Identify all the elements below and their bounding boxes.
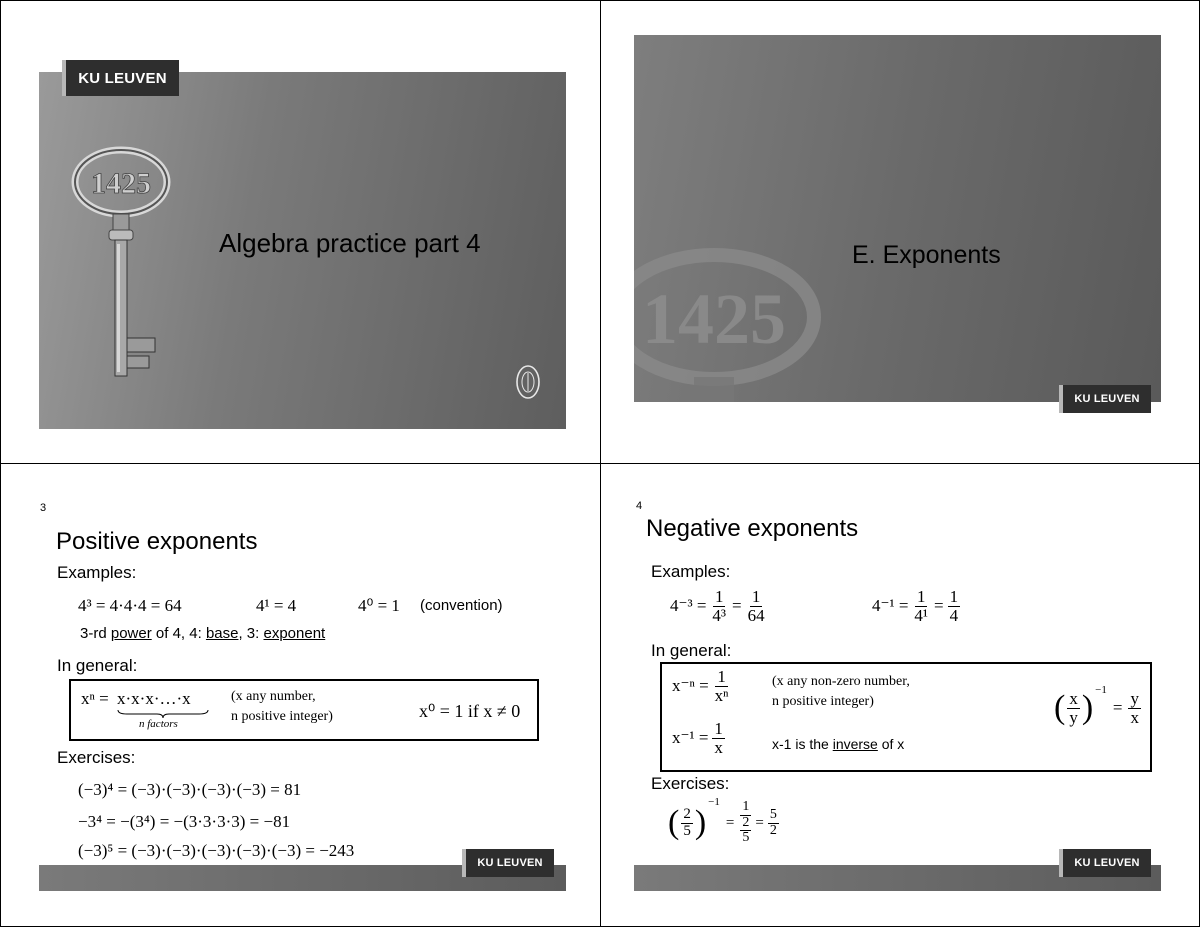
exercise-line: −3⁴ = −(3⁴) = −(3·3·3·3) = −81 (78, 812, 291, 831)
terminology-line (80, 625, 325, 642)
examples-label: Examples: (57, 563, 137, 582)
brand-logo-slide-1: KU LEUVEN (62, 60, 179, 96)
definition-1 (672, 668, 731, 705)
convention-note: (convention) (420, 597, 503, 614)
key-number: 1425 (91, 167, 151, 200)
term-exponent: exponent (263, 625, 326, 642)
slide-4-number: 4 (636, 500, 643, 512)
inverse-note: x-1 is the inverse of x (772, 736, 905, 752)
definition-lhs: xⁿ = (81, 689, 109, 708)
key-watermark-icon (634, 245, 834, 402)
definition-note-2: n positive integer) (772, 694, 874, 709)
exercise-reciprocal: ( $\frac{2}{5}$ ) $^{-1}$ = 1 2 5 = $\frac{5}{2}$ (668, 796, 777, 846)
definition-note-1: (x any number, (231, 689, 316, 704)
definition-product: x·x·x·…·x (117, 689, 191, 708)
reciprocal-rule: ( $\frac{x}{y}$ ) $^{-1}$ = $\frac{y}{x}$ (1054, 684, 1139, 727)
slide-2-title: E. Exponents (852, 241, 1001, 269)
slide-1-title: Algebra practice part 4 (219, 228, 481, 258)
example-2-fraction-a: $\frac{1}{\text{4¹}}$ (914, 587, 929, 625)
example-power-1: 4¹ = 4 (256, 596, 297, 615)
definition-note-1: (x any non-zero number, (772, 674, 910, 689)
general-label: In general: (651, 641, 732, 660)
terms-mid-2: , 3: (238, 625, 260, 642)
examples-label: Examples: (651, 562, 731, 581)
slide-1 (39, 72, 566, 429)
key-watermark-number: 1425 (642, 279, 786, 359)
university-seal-icon (515, 364, 541, 400)
definition-2-fraction: $\frac{1}{x}$ (714, 719, 723, 757)
definition-note-2: n positive integer) (231, 709, 333, 724)
exercise-inner-fraction: $\frac{2}{5}$ (683, 805, 691, 839)
definition-box (660, 662, 1152, 772)
horizontal-divider (0, 463, 1200, 464)
term-power: power (110, 625, 152, 642)
negative-example-2: 4⁻¹ = $\frac{1}{\text{4¹}}$ = $\frac{1}{4}$ (872, 587, 959, 625)
definition-zero-rule: x⁰ = 1 if x ≠ 0 (419, 701, 521, 721)
brand-logo-slide-3: KU LEUVEN (462, 849, 554, 877)
definition-box (69, 679, 539, 741)
slide-3-title: Positive exponents (56, 528, 258, 555)
example-power-0: 4⁰ = 1 (358, 596, 400, 615)
slide-3-number: 3 (40, 502, 47, 514)
example-1-fraction-b: $\frac{1}{64}$ (747, 587, 765, 625)
exercise-line: (−3)⁴ = (−3)·(−3)·(−3)·(−3) = 81 (78, 780, 302, 799)
definition-2 (672, 720, 725, 757)
exercise-complex-fraction: 1 2 5 (742, 799, 750, 846)
negative-example-1: 4⁻³ = $\frac{1}{\text{4³}}$ = $\frac{1}{64}$ (670, 587, 765, 625)
definition-1-lhs: x⁻ⁿ = (672, 676, 709, 696)
general-label: In general: (57, 656, 138, 675)
slide-2 (634, 35, 1161, 402)
definition-factors: n factors (139, 718, 178, 730)
key-icon (71, 144, 171, 384)
example-2-lhs: 4⁻¹ = (872, 596, 909, 616)
exercise-line: (−3)⁵ = (−3)·(−3)·(−3)·(−3)·(−3) = −243 (78, 841, 355, 860)
rule-inner-fraction: $\frac{x}{y}$ (1069, 689, 1078, 727)
exercises-label: Exercises: (651, 774, 730, 793)
slide-4-title: Negative exponents (646, 515, 859, 542)
terms-prefix: 3-rd (80, 625, 107, 642)
terms-mid-1: of 4, 4: (155, 625, 202, 642)
example-1-fraction-a: $\frac{1}{\text{4³}}$ (712, 587, 727, 625)
term-inverse: inverse (832, 736, 878, 752)
example-2-fraction-b: $\frac{1}{4}$ (949, 587, 959, 625)
term-base: base (205, 625, 239, 642)
definition-1-fraction: $\frac{1}{\text{xⁿ}}$ (714, 667, 729, 705)
exercise-result-fraction: $\frac{5}{2}$ (769, 806, 777, 838)
example-power-3: 4³ = 4·4·4 = 64 (78, 596, 182, 615)
example-1-lhs: 4⁻³ = (670, 596, 707, 616)
rule-result-fraction: $\frac{y}{x}$ (1130, 689, 1139, 727)
exercises-label: Exercises: (57, 748, 136, 767)
definition-2-lhs: x⁻¹ = (672, 728, 709, 748)
brand-logo-slide-4: KU LEUVEN (1059, 849, 1151, 877)
brand-logo-slide-2: KU LEUVEN (1059, 385, 1151, 413)
